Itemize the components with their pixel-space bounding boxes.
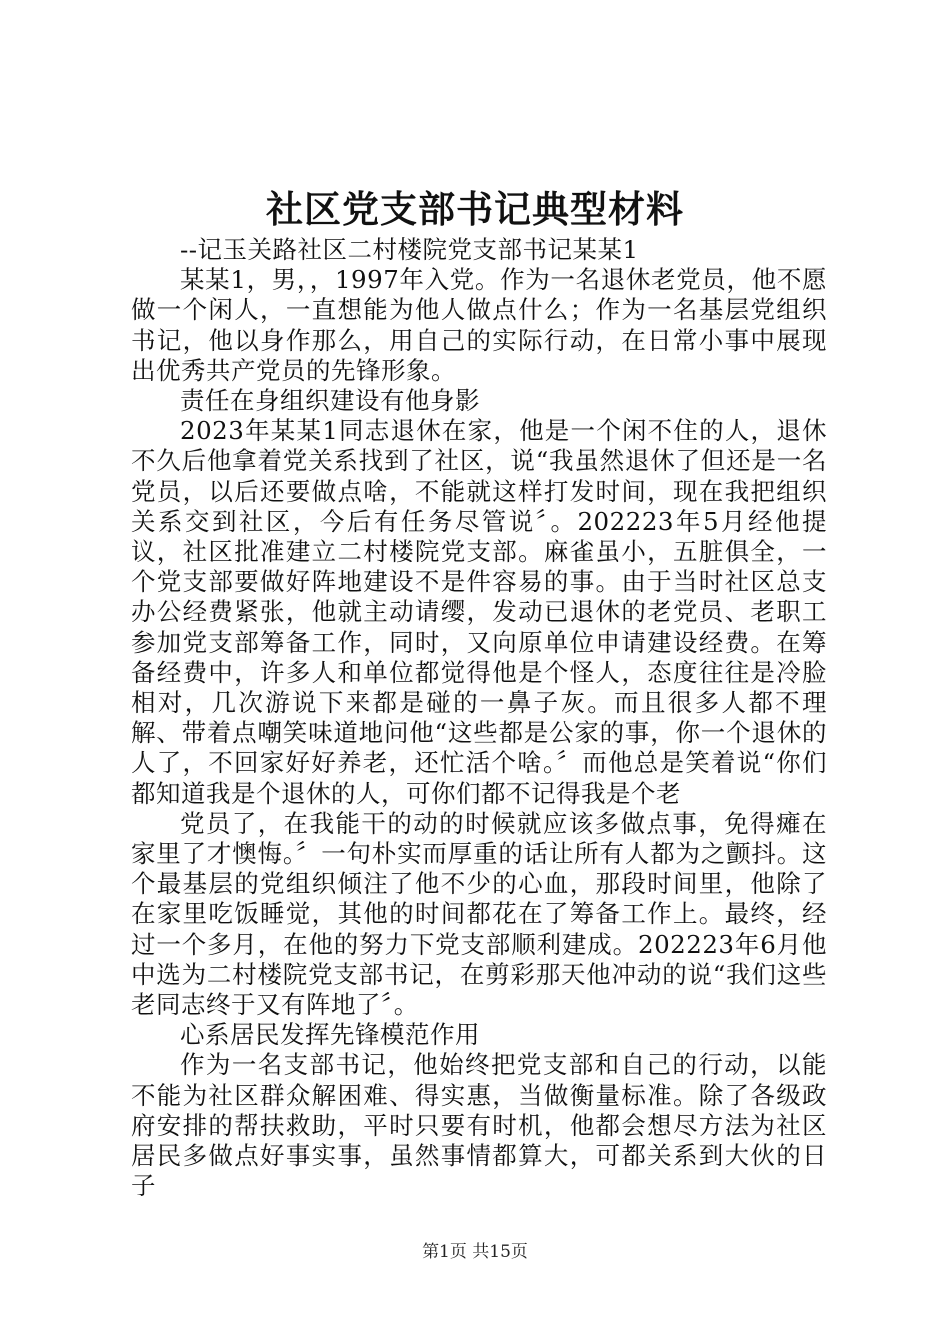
document-title: 社区党支部书记典型材料 xyxy=(266,187,684,231)
body-paragraph: 2023年某某1同志退休在家，他是一个闲不住的人，退休不久后他拿着党关系找到了社区，说“我虽然退休了但还是一名党员，以后还要做点啥，不能就这样打发时间，现在我把组织关系交到社区，今后有任务尽管说〞。202223年5月经他提议，社区批准建立二村楼院党支部。麻雀虽小，五脏俱全，一个党支部要做好阵地建设不是件容易的事。由于当时社区总支办公经费紧张，他就主动请缨，发动已退休的老党员、老职工参加党支部筹备工作，同时，又向原单位申请建设经费。在筹备经费中，许多人和单位都觉得他是个怪人，态度往往是冷脸相对，几次游说下来都是碰的一鼻子灰。而且很多人都不理解、带着点嘲笑味道地问他“这些都是公家的事，你一个退休的人了，不回家好好养老，还忙活个啥。〞而他总是笑着说“你们都知道我是个退休的人，可你们都不记得我是个老 xyxy=(131,416,827,808)
section-heading: 心系居民发挥先锋模范作用 xyxy=(180,1020,480,1050)
page-footer: 第1页 共15页 xyxy=(422,1242,528,1262)
intro-paragraph: 某某1，男，，1997年入党。作为一名退休老党员，他不愿做一个闲人，一直想能为他人做点什么；作为一名基层党组织书记，他以身作那么，用自己的实际行动，在日常小事中展现出优秀共产党员的先锋形象。 xyxy=(131,265,827,385)
document-body xyxy=(131,235,827,1202)
body-paragraph: 作为一名支部书记，他始终把党支部和自己的行动，以能不能为社区群众解困难、得实惠，当做衡量标准。除了各级政府安排的帮扶救助，平时只要有时机，他都会想尽方法为社区居民多做点好事实事，虽然事情都算大，可都关系到大伙的日子 xyxy=(131,1050,827,1201)
section-heading: 责任在身组织建设有他身影 xyxy=(180,386,480,416)
subtitle-paragraph: --记玉关路社区二村楼院党支部书记某某1 xyxy=(180,235,639,264)
body-paragraph: 党员了，在我能干的动的时候就应该多做点事，免得瘫在家里了才懊悔。〞一句朴实而厚重的话让所有人都为之颤抖。这个最基层的党组织倾注了他不少的心血，那段时间里，他除了在家里吃饭睡觉，其他的时间都花在了筹备工作上。最终，经过一个多月，在他的努力下党支部顺利建成。202223年6月他中选为二村楼院党支部书记，在剪彩那天他冲动的说“我们这些老同志终于又有阵地了〞。 xyxy=(131,808,827,1020)
